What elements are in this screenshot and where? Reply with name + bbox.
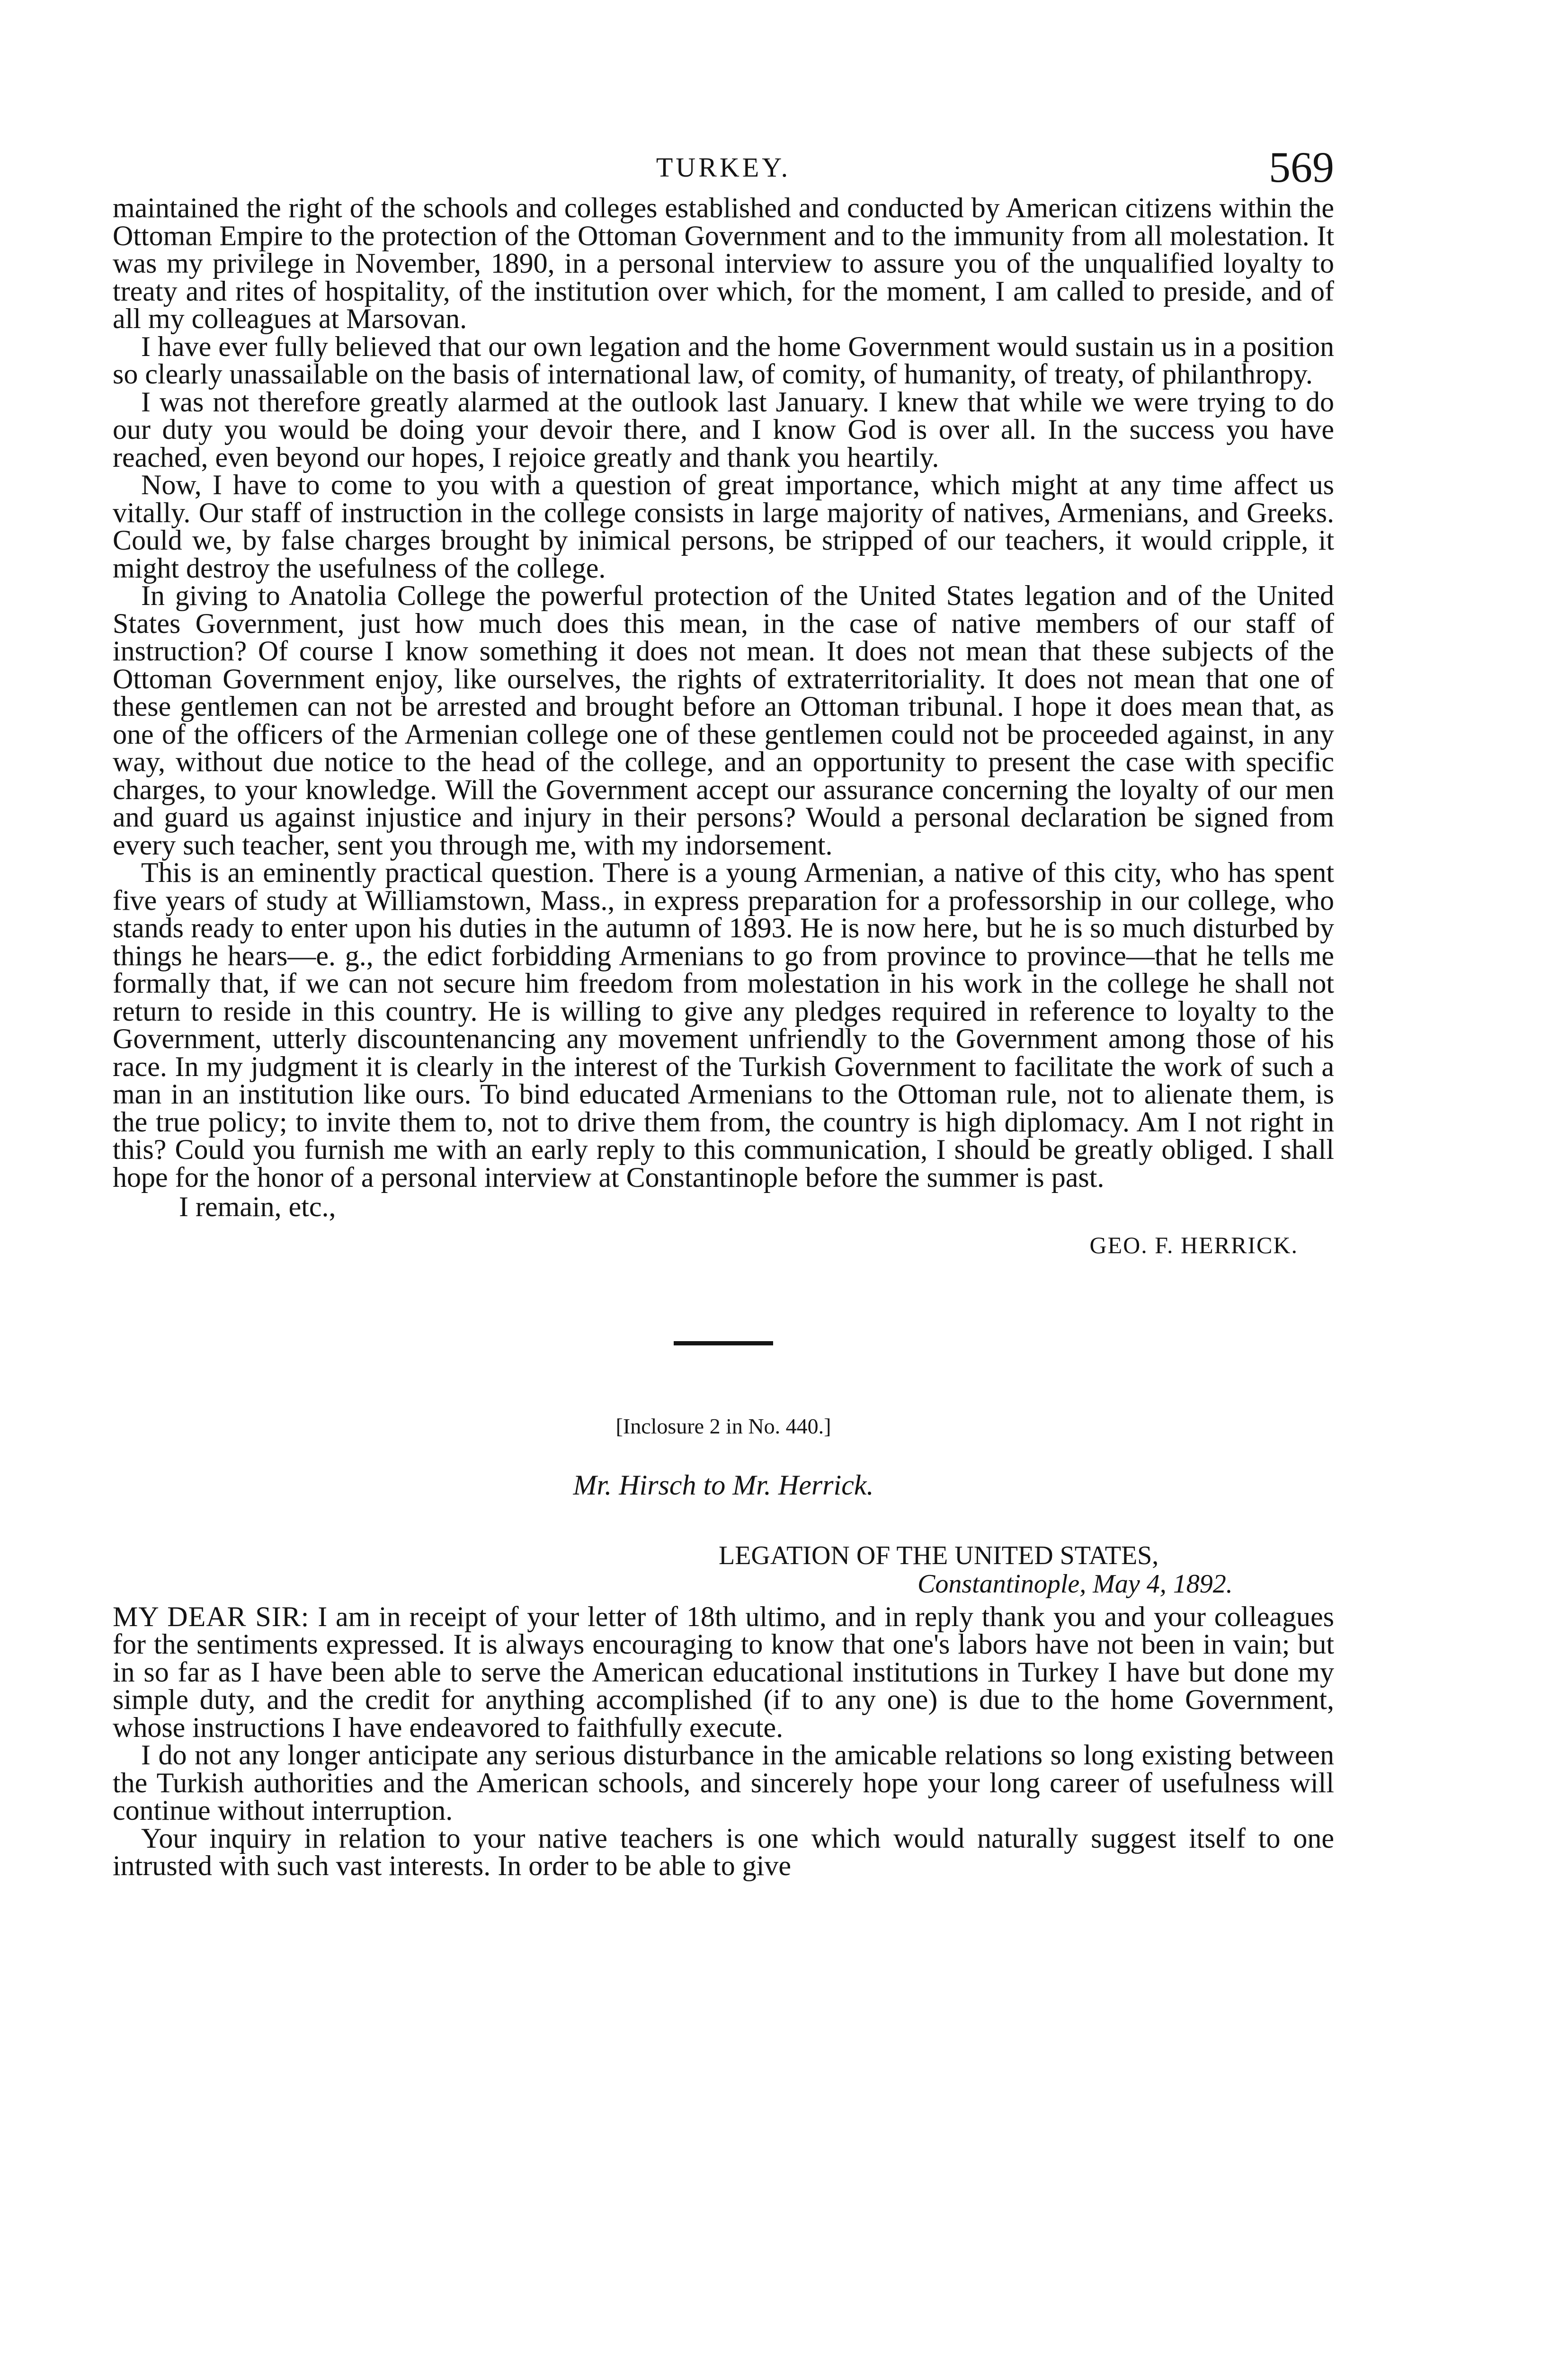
body-paragraph: In giving to Anatolia College the powerful protection of the United States legation and of the United States Government, just how much does this mean, in the case of native members of our staff of instruction? Of course I know something it does not mean. It does not mean that these subjects of the Ottoman Government enjoy, like ourselves, the rights of extraterritoriality. It does not mean that one of these gentlemen can not be arrested and brought before an Ottoman tribunal. I hope it does mean that, as one of the officers of the Armenian college one of these gentlemen could not be proceeded against, in any way, without due notice to the head of the college, and an opportunity to present the case with specific charges, to your knowledge. Will the Government accept our assurance concerning the loyalty of our men and guard us against injustice and injury in their persons? Would a personal declaration be signed from every such teacher, sent you through me, with my indorsement. — [113, 580, 1334, 861]
letter-herrick — [113, 194, 1334, 1259]
body-paragraph: This is an eminently practical question. There is a young Armenian, a native of this city, who has spent five years of study at Williamstown, Mass., in express preparation for a professorship in our college, who stands ready to enter upon his duties in the autumn of 1893. He is now here, but he is so much disturbed by things he hears—e. g., the edict forbidding Armenians to go from province to province—that he tells me formally that, if we can not secure him freedom from molestation in his work in the college he shall not return to reside in this country. He is willing to give any pledges required in reference to loyalty to the Government, utterly discountenancing any movement unfriendly to the Government among those of his race. In my judgment it is clearly in the interest of the Turkish Government to facilitate the work of such a man in an institution like ours. To bind educated Armenians to the Ottoman rule, not to alienate them, is the true policy; to invite them to, not to drive them from, the country is high diplomacy. Am I not right in this? Could you furnish me with an early reply to this communication, I should be greatly obliged. I shall hope for the honor of a personal interview at Constantinople before the summer is past. — [113, 857, 1334, 1193]
body-paragraph: Now, I have to come to you with a question of great importance, which might at any time affect us vitally. Our staff of instruction in the college consists in large majority of natives, Armenians, and Greeks. Could we, by false charges brought by inimical persons, be stripped of our teachers, it would cripple, it might destroy the usefulness of the college. — [113, 469, 1334, 584]
address-line-legation: LEGATION OF THE UNITED STATES, — [719, 1540, 1159, 1570]
letter-address — [113, 1541, 1334, 1598]
running-title: TURKEY. — [656, 152, 791, 183]
section-divider — [674, 1341, 773, 1345]
body-paragraph: Your inquiry in relation to your native teachers is one which would naturally suggest itself to one intrusted with such vast interests. In order to be able to give — [113, 1822, 1334, 1881]
closing-line: I remain, etc., — [179, 1191, 336, 1222]
letter-title: Mr. Hirsch to Mr. Herrick. — [573, 1469, 874, 1501]
body-paragraph-text: I am in receipt of your letter of 18th ultimo, and in reply thank you and your colleagues for the sentiments expressed. It is always encouraging to know that one's labors have not been in vain; but in so far as I have been able to serve the American educational institutions in Turkey I have but done my simple duty, and the credit for anything accomplished (if to any one) is due to the home Government, whose instructions I have endeavored to faithfully execute. — [113, 1601, 1335, 1743]
body-paragraph: I have ever fully believed that our own legation and the home Government would sustain us in a position so clearly unassailable on the basis of international law, of comity, of humanity, of treaty, of philanthropy. — [113, 330, 1334, 390]
body-paragraph: I was not therefore greatly alarmed at the outlook last January. I knew that while we were trying to do our duty you would be doing your devoir there, and I know God is over all. In the success you have reached, even beyond our hopes, I rejoice greatly and thank you heartily. — [113, 386, 1334, 473]
body-paragraph — [113, 1603, 1334, 1742]
page-number: 569 — [1269, 143, 1334, 191]
body-paragraph: maintained the right of the schools and colleges established and conducted by American citizens within the Ottoman Empire to the protection of the Ottoman Government and to the immunity from all molestation. It was my privilege in November, 1890, in a personal interview to assure you of the unqualified loyalty to treaty and rites of hospitality, of the institution over which, for the moment, I am called to preside, and of all my colleagues at Marsovan. — [113, 192, 1334, 334]
document-page — [113, 142, 1334, 1880]
running-head — [113, 142, 1334, 194]
inclosure-label: [Inclosure 2 in No. 440.] — [615, 1414, 831, 1438]
letter-hirsch — [113, 1603, 1334, 1880]
salutation: MY DEAR SIR: — [113, 1601, 310, 1632]
signature: GEO. F. HERRICK. — [1089, 1231, 1298, 1258]
address-line-place-date: Constantinople, May 4, 1892. — [918, 1569, 1233, 1599]
body-paragraph: I do not any longer anticipate any serious disturbance in the amicable relations so long existing between the Turkish authorities and the American schools, and sincerely hope your long career of usefulness will continue without interruption. — [113, 1739, 1334, 1826]
